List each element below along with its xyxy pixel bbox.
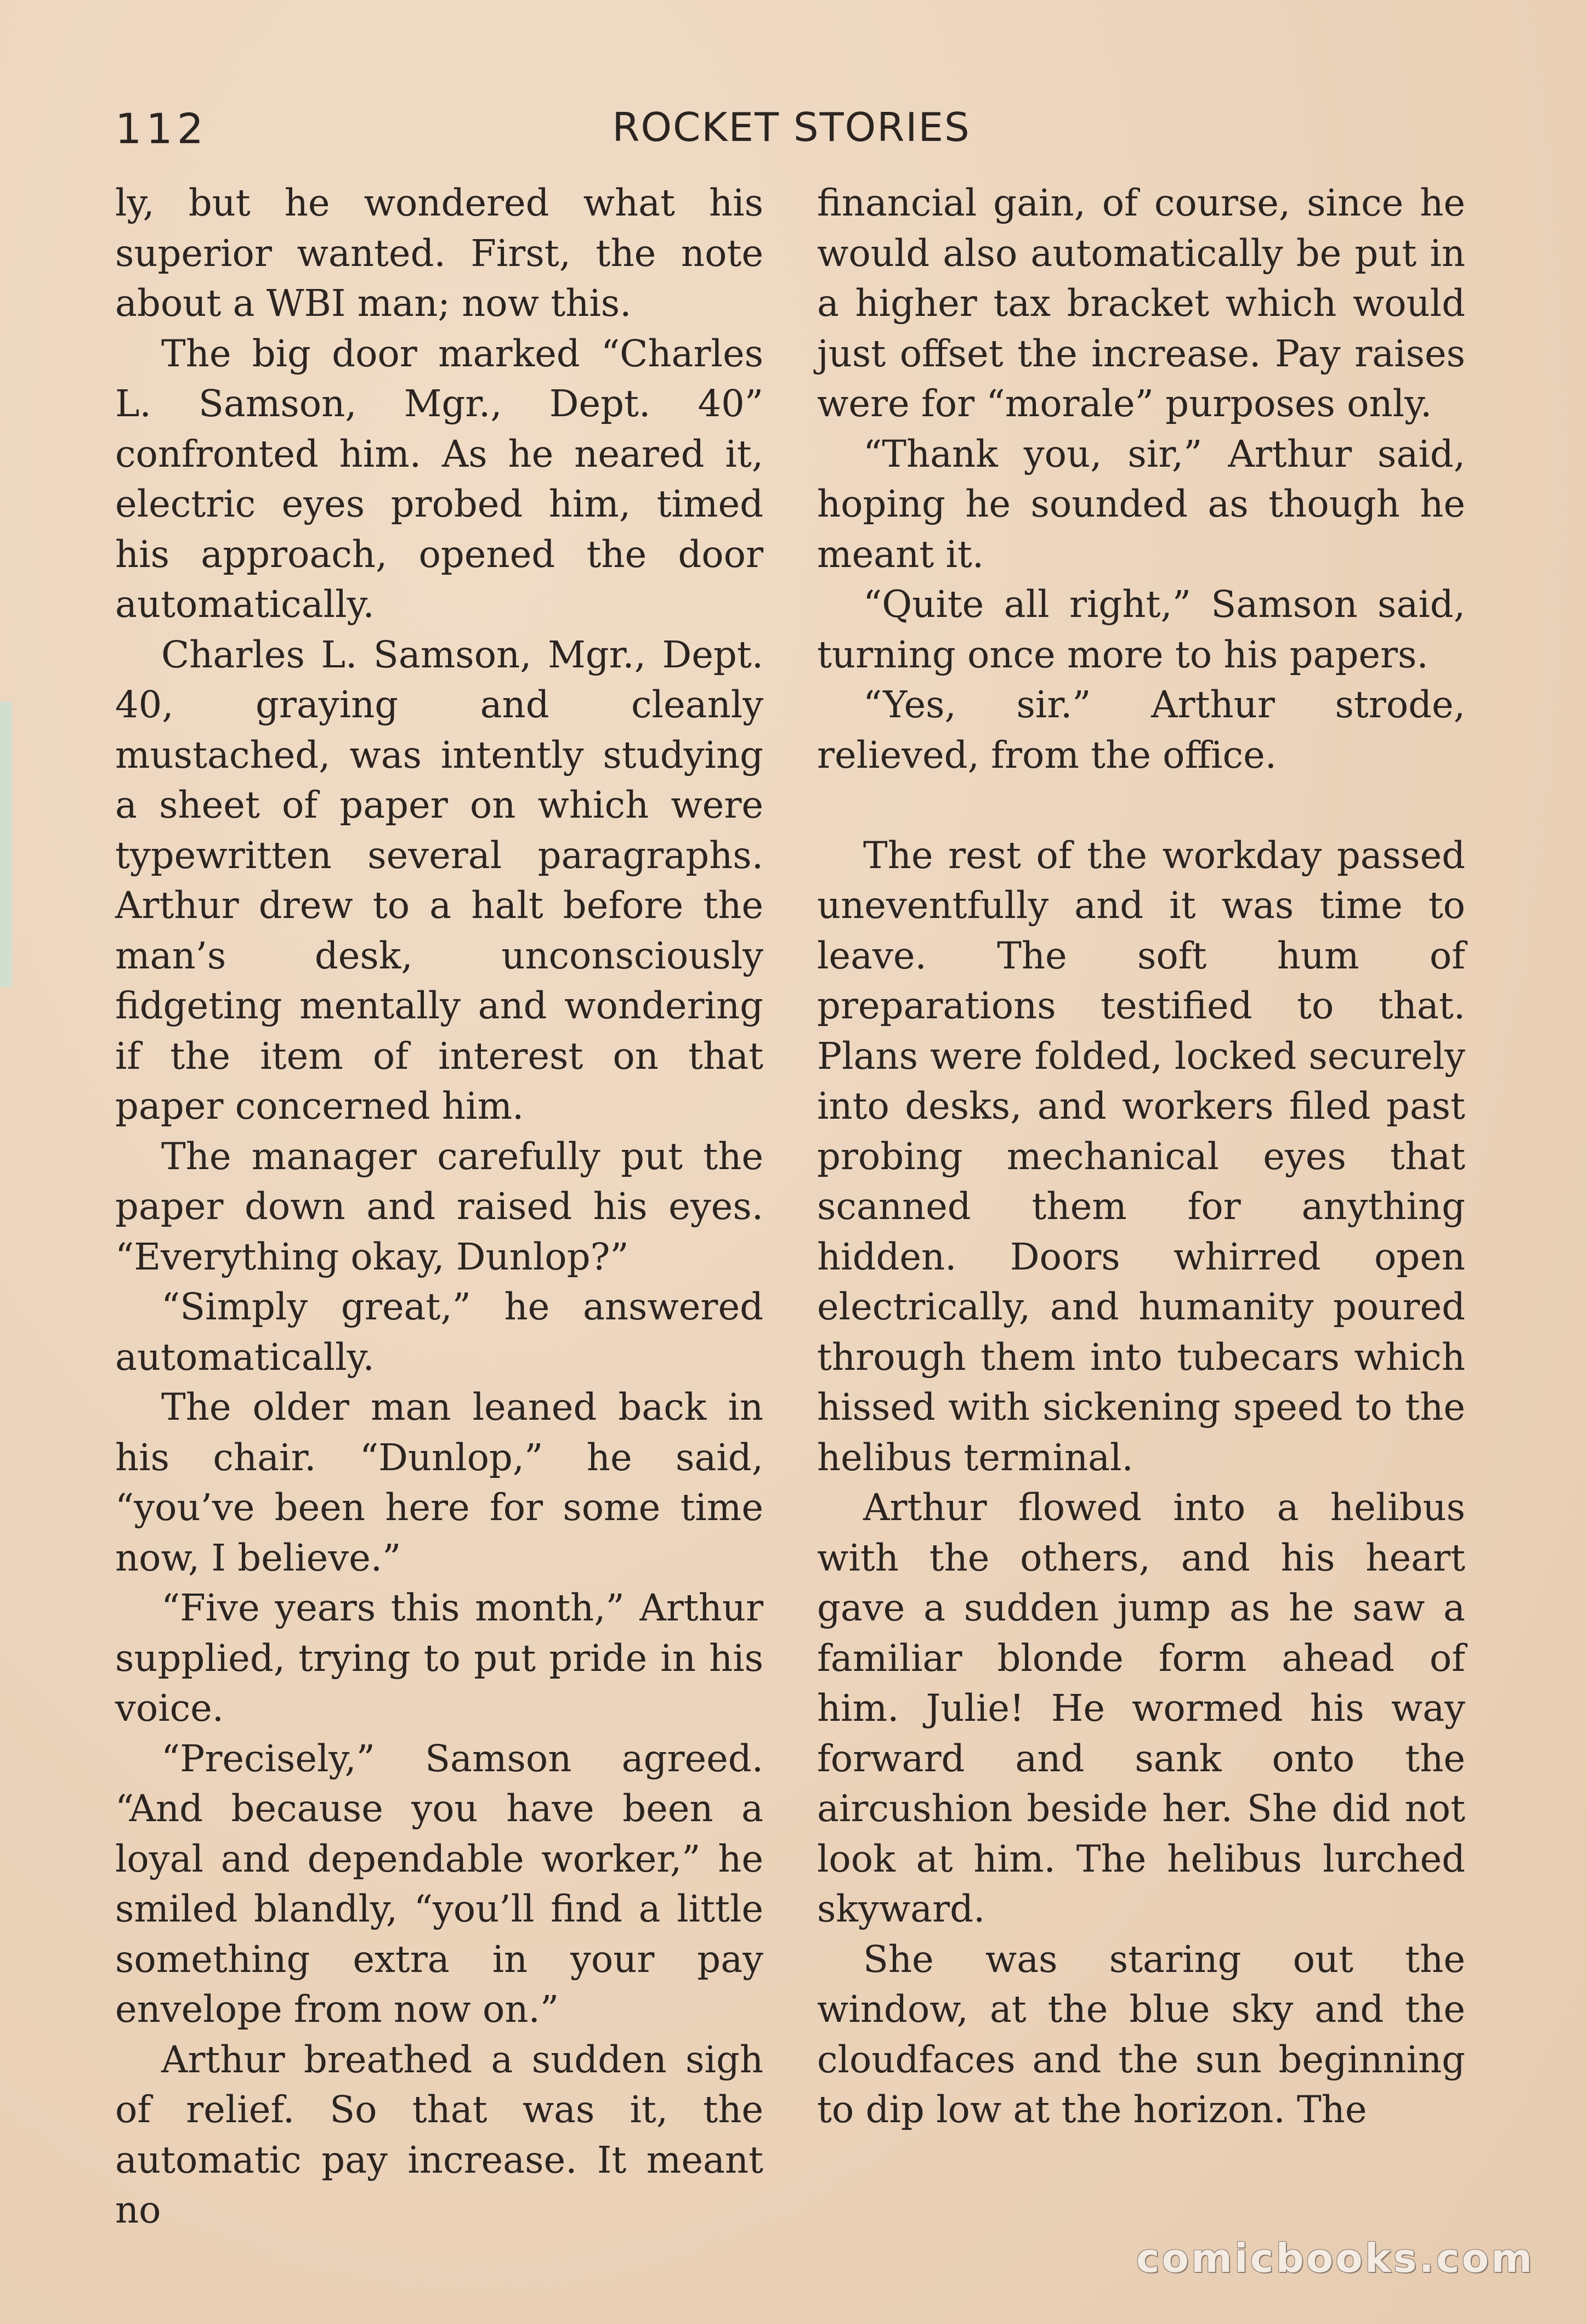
page-header [115,104,1467,165]
left-column [115,178,763,2236]
right-column-top-section [817,178,1465,780]
paragraph: The big door marked “Charles L. Samson, Mgr., Dept. 40” confronted him. As he neared it, electric eyes probed him, timed his approach, opened the door automatically. [115,332,763,626]
right-column [817,178,1465,2135]
paragraph: ly, but he wondered what his superior wanted. First, the note about a WBI man; now this. [115,182,763,325]
watermark: comicbooks.com [1136,2235,1534,2281]
right-column-bottom-section [817,831,1465,2135]
paragraph: “Five years this month,” Arthur supplied, trying to put pride in his voice. [115,1586,763,1730]
paragraph: The manager carefully put the paper down and raised his eyes. “Everything okay, Dunlop?” [115,1135,763,1278]
paragraph: Charles L. Samson, Mgr., Dept. 40, graying and cleanly mustached, was intently studying a sheet of paper on which were typewritten several paragraphs. Arthur drew to a halt before the man’s desk, unconsciously fidgeting mentally and wondering if the item of interest on that paper concerned him. [115,633,763,1127]
running-title: ROCKET STORIES [612,104,971,150]
paragraph: The older man leaned back in his chair. “Dunlop,” he said, “you’ve been here for some time now, I believe.” [115,1386,763,1579]
page-edge-stain [0,702,12,987]
paragraph: “Simply great,” he answered automatically. [115,1285,763,1379]
page-number: 112 [115,104,208,153]
paragraph: financial gain, of course, since he would also automatically be put in a higher tax bracket which would just offset the increase. Pay raises were for “morale” purposes only. [817,182,1465,425]
paragraph: Arthur breathed a sudden sigh of relief. So that was it, the automatic pay increase. It meant no [115,2038,763,2231]
paragraph: Arthur flowed into a helibus with the others, and his heart gave a sudden jump as he saw a familiar blonde form ahead of him. Julie! He wormed his way forward and sank onto the aircushion beside her. She did not look at him. The helibus lurched skyward. [817,1486,1465,1930]
paragraph: She was staring out the window, at the blue sky and the cloudfaces and the sun beginning to dip low at the horizon. The [817,1937,1465,2131]
paragraph: The rest of the workday passed uneventfully and it was time to leave. The soft hum of preparations testified to that. Plans were folded, locked securely into desks, and workers filed past probing mechanical eyes that scanned them for anything hidden. Doors whirred open electrically, and humanity poured through them into tubecars which hissed with sickening speed to the helibus terminal. [817,834,1465,1479]
section-break [817,780,1465,831]
paragraph: “Thank you, sir,” Arthur said, hoping he sounded as though he meant it. [817,432,1465,576]
paragraph: “Yes, sir.” Arthur strode, relieved, from the office. [817,683,1465,776]
paragraph: “Quite all right,” Samson said, turning once more to his papers. [817,583,1465,676]
paragraph: “Precisely,” Samson agreed. “And because you have been a loyal and dependable worker,” he smiled blandly, “you’ll find a little something extra in your pay envelope from now on.” [115,1737,763,2031]
